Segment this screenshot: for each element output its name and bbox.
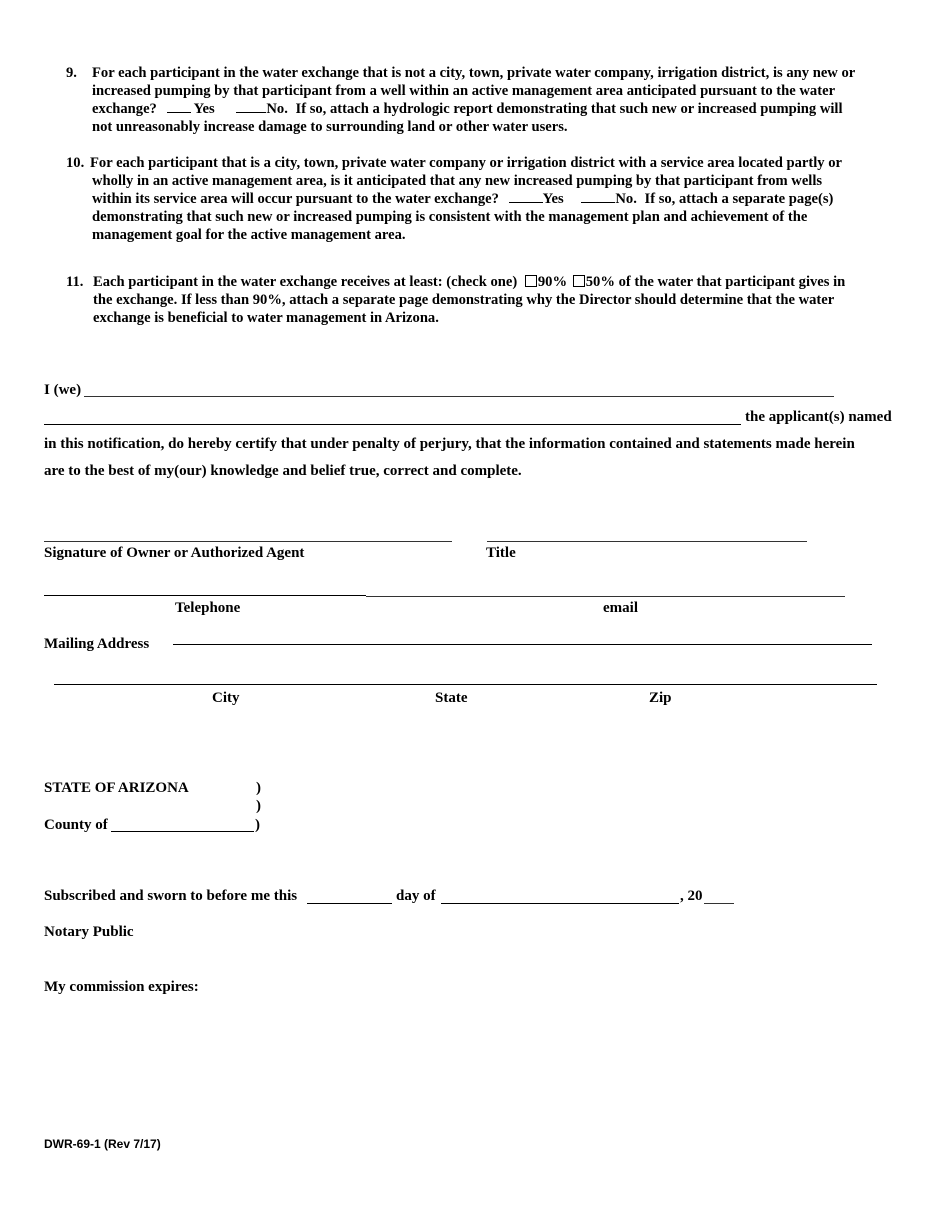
question-10-line-3b: If so, attach a separate page(s) — [644, 191, 834, 207]
commission-expires-label: My commission expires: — [44, 979, 199, 995]
year-line[interactable] — [704, 903, 734, 904]
cert-applicant-named: the applicant(s) named — [745, 409, 892, 425]
checkbox-90-percent[interactable] — [525, 275, 537, 287]
question-10-line-4: demonstrating that such new or increased pumping is consistent with the management plan and achievement of the — [92, 209, 808, 225]
question-10-line-3a: within its service area will occur pursuant to the water exchange? — [92, 191, 499, 207]
subscribed-label: Subscribed and sworn to before me this — [44, 888, 298, 904]
option-90-label: 90% — [537, 274, 568, 290]
cert-name-line-2[interactable] — [44, 424, 741, 425]
question-9-line-4: not unreasonably increase damage to surrounding land or other water users. — [92, 119, 568, 135]
email-label: email — [603, 600, 638, 616]
mailing-address-line[interactable] — [173, 644, 872, 645]
q9-yes-label: Yes — [193, 101, 215, 117]
telephone-line[interactable] — [44, 595, 366, 596]
question-10-line-2: wholly in an active management area, is it anticipated that any new increased pumping by that participant from wells — [92, 173, 823, 189]
city-label: City — [212, 690, 240, 706]
mailing-address-label: Mailing Address — [44, 636, 150, 652]
paren-3: ) — [255, 817, 260, 833]
cert-name-line-1[interactable] — [84, 396, 834, 397]
checkbox-50-percent[interactable] — [573, 275, 585, 287]
q10-yes-blank[interactable] — [509, 190, 543, 203]
question-10-line-5: management goal for the active management area. — [92, 227, 406, 243]
day-of-label: day of — [396, 888, 436, 904]
title-label: Title — [486, 545, 516, 561]
q10-no-label: No. — [615, 191, 637, 207]
telephone-label: Telephone — [175, 600, 241, 616]
state-label: State — [435, 690, 468, 706]
city-state-zip-line[interactable] — [54, 684, 877, 685]
q10-no-blank[interactable] — [581, 190, 615, 203]
county-line[interactable] — [111, 831, 254, 832]
form-id: DWR-69-1 (Rev 7/17) — [44, 1137, 161, 1151]
question-9-line-1: For each participant in the water exchange that is not a city, town, private water company, irrigation district, is any new or — [92, 65, 856, 81]
question-10-line-1: For each participant that is a city, town, private water company or irrigation district with a service area located partly or — [90, 155, 842, 171]
question-11-line-2: the exchange. If less than 90%, attach a separate page demonstrating why the Director should determine that the water — [93, 292, 835, 308]
signature-label: Signature of Owner or Authorized Agent — [44, 545, 305, 561]
paren-1: ) — [256, 780, 261, 796]
month-line[interactable] — [441, 903, 679, 904]
question-9-number: 9. — [66, 65, 77, 81]
option-50-label: 50% — [585, 274, 615, 290]
question-9-line-3b: If so, attach a hydrologic report demonstrating that such new or increased pumping will — [295, 101, 843, 117]
year-label: , 20 — [680, 888, 703, 904]
cert-line-3: in this notification, do hereby certify that under penalty of perjury, that the information contained and statements made herein — [44, 436, 855, 452]
signature-line[interactable] — [44, 541, 452, 542]
q9-yes-blank[interactable] — [167, 100, 191, 113]
question-11-line-1b: of the water that participant gives in — [618, 274, 846, 290]
question-9-line-3a: exchange? — [92, 101, 157, 117]
paren-2: ) — [256, 798, 261, 814]
cert-line-4: are to the best of my(our) knowledge and belief true, correct and complete. — [44, 463, 522, 479]
title-line[interactable] — [487, 541, 807, 542]
question-11-line-3: exchange is beneficial to water management in Arizona. — [93, 310, 439, 326]
question-10-number: 10. — [66, 155, 85, 171]
q9-no-label: No. — [266, 101, 288, 117]
question-11-line-1a: Each participant in the water exchange receives at least: (check one) — [93, 274, 518, 290]
cert-iwe-label: I (we) — [44, 382, 82, 398]
question-9-line-2: increased pumping by that participant from a well within an active management area anticipated pursuant to the water — [92, 83, 836, 99]
q10-yes-label: Yes — [542, 191, 564, 207]
q9-no-blank[interactable] — [236, 100, 266, 113]
email-line[interactable] — [366, 596, 845, 597]
question-11-number: 11. — [66, 274, 84, 290]
subscribed-day-line[interactable] — [307, 903, 392, 904]
notary-public-label: Notary Public — [44, 924, 134, 940]
county-of-label: County of — [44, 817, 108, 833]
state-of-arizona: STATE OF ARIZONA — [44, 780, 189, 796]
zip-label: Zip — [649, 690, 672, 706]
